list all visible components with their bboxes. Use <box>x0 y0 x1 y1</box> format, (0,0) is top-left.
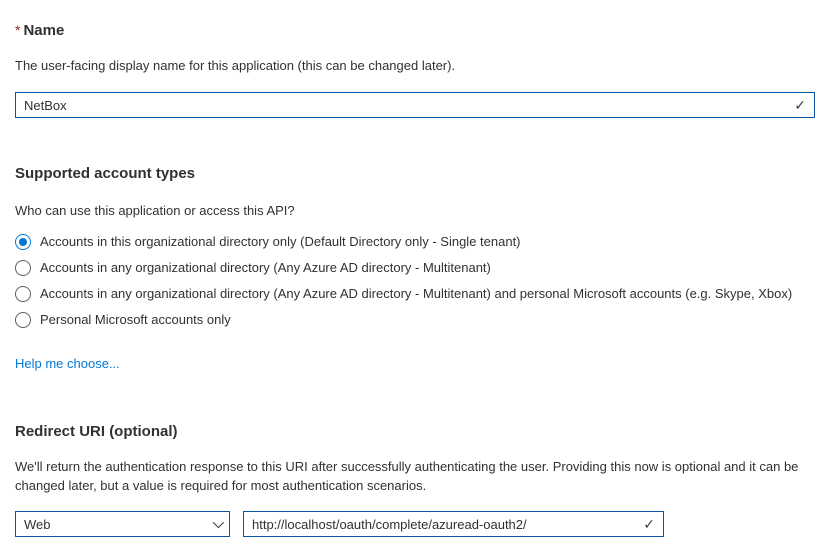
name-input-value: NetBox <box>24 97 67 113</box>
redirect-uri-description: We'll return the authentication response to this URI after successfully authenticating the user. Providing this now is optional and it can be changed later, but a value is required for most authentication scenarios. <box>15 459 799 493</box>
account-types-question: Who can use this application or access this API? <box>15 203 295 218</box>
chevron-down-icon <box>213 517 224 528</box>
radio-button-icon[interactable] <box>15 260 31 276</box>
help-me-choose-link[interactable]: Help me choose... <box>15 356 120 371</box>
name-label: Name <box>23 22 65 39</box>
radio-multitenant-personal[interactable] <box>15 281 815 307</box>
redirect-uri-heading: Redirect URI (optional) <box>15 423 178 440</box>
account-types-radio-group <box>15 229 815 333</box>
radio-personal-only[interactable] <box>15 307 815 333</box>
name-input[interactable] <box>15 92 815 118</box>
radio-label: Accounts in any organizational directory (Any Azure AD directory - Multitenant) <box>40 260 491 275</box>
radio-label: Accounts in any organizational directory (Any Azure AD directory - Multitenant) and personal Microsoft accounts (e.g. Skype, Xbox) <box>40 286 793 301</box>
radio-button-icon[interactable] <box>15 286 31 302</box>
name-section-heading <box>15 20 815 41</box>
redirect-uri-value: http://localhost/oauth/complete/azuread-oauth2/ <box>252 516 527 532</box>
radio-button-icon[interactable] <box>15 234 31 250</box>
account-types-heading: Supported account types <box>15 165 196 182</box>
redirect-uri-controls <box>15 511 815 537</box>
radio-button-icon[interactable] <box>15 312 31 328</box>
check-icon: ✓ <box>643 516 655 532</box>
check-icon: ✓ <box>794 97 806 113</box>
radio-multitenant[interactable] <box>15 255 815 281</box>
redirect-uri-input[interactable] <box>243 511 664 537</box>
required-asterisk: * <box>15 22 21 38</box>
radio-label: Personal Microsoft accounts only <box>40 312 231 327</box>
platform-select[interactable] <box>15 511 230 537</box>
platform-select-value: Web <box>24 516 51 532</box>
name-description: The user-facing display name for this application (this can be changed later). <box>15 58 456 73</box>
radio-single-tenant[interactable] <box>15 229 815 255</box>
radio-label: Accounts in this organizational directory only (Default Directory only - Single tenant) <box>40 234 521 249</box>
